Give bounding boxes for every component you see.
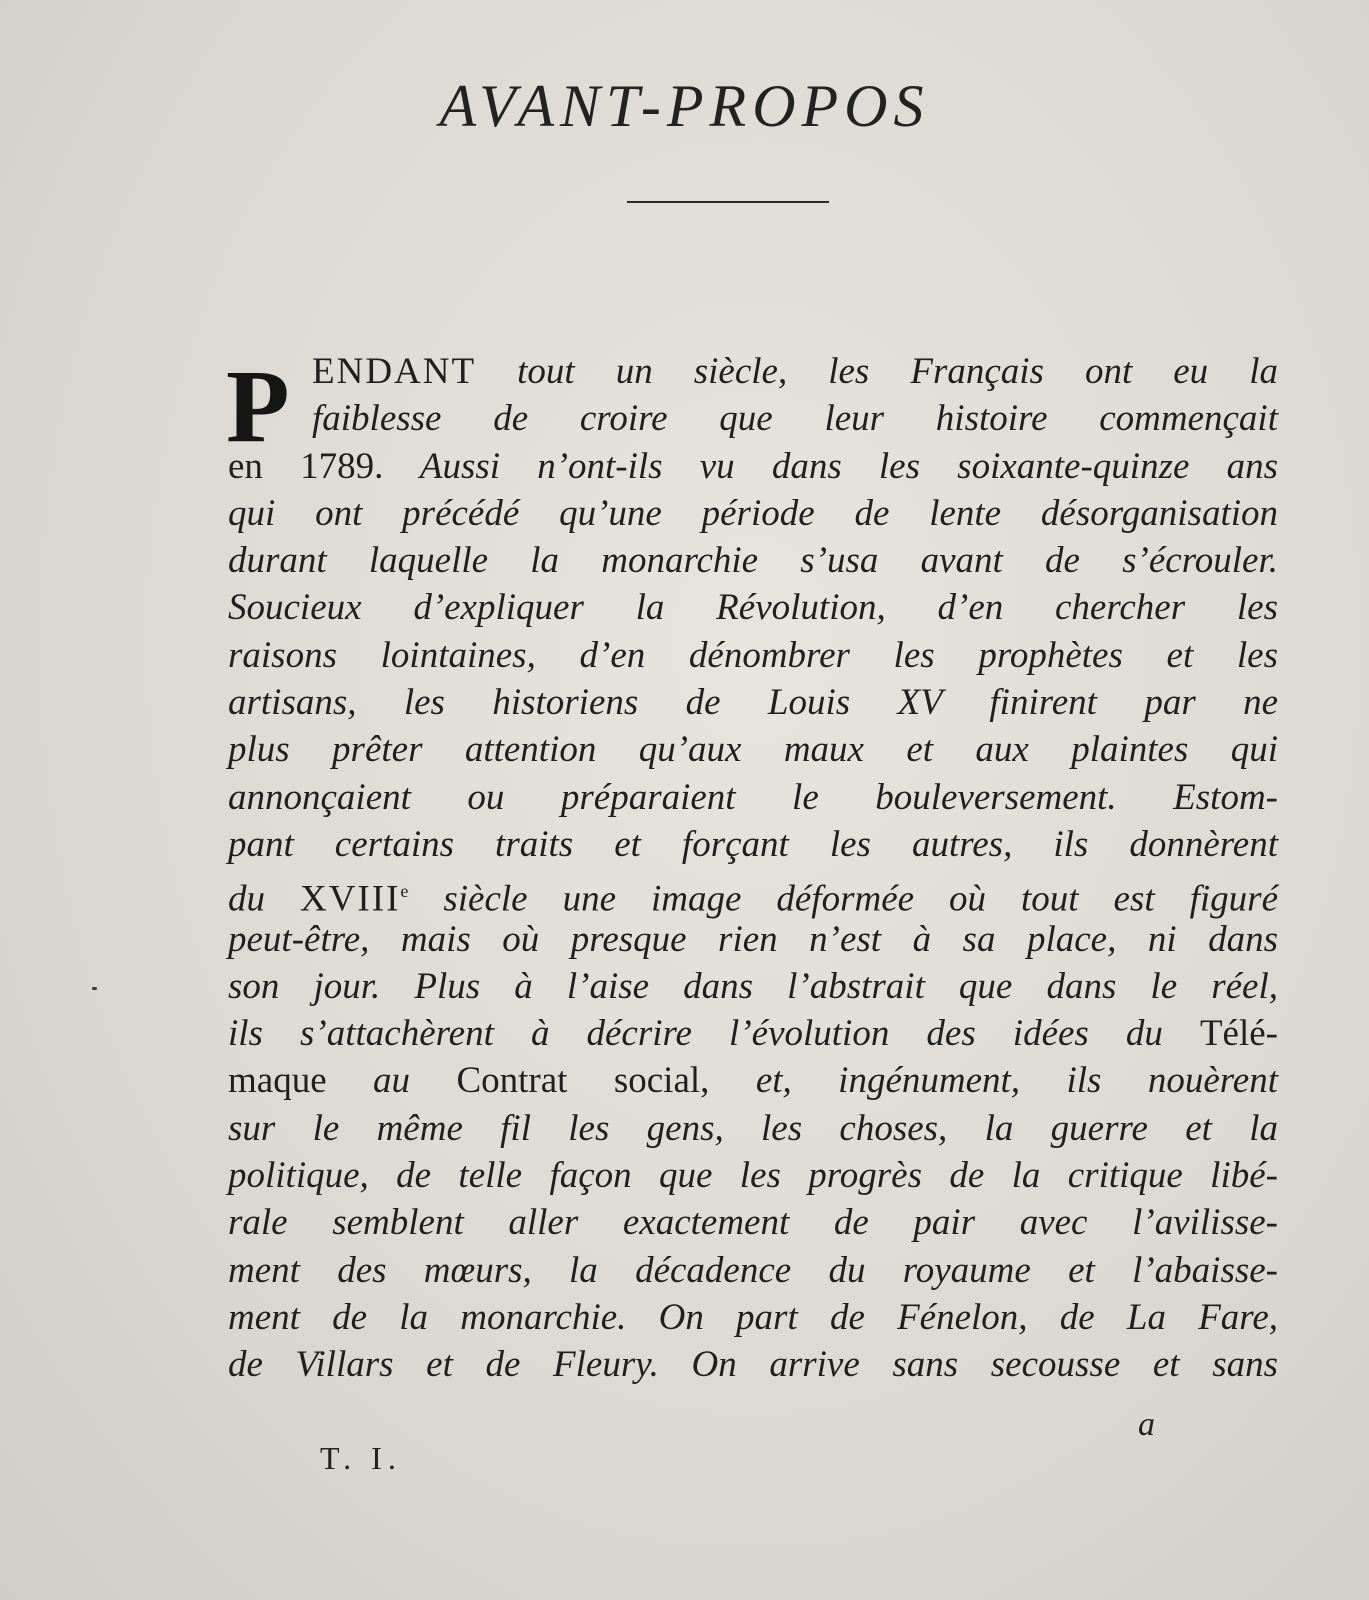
text-line: raisons lointaines, d’en dénombrer les prophètes et les: [228, 634, 1278, 676]
body-paragraph: [228, 348, 1278, 1389]
text-line: ment des mœurs, la décadence du royaume et l’abaisse-: [228, 1249, 1278, 1291]
text-line: ils s’attachèrent à décrire l’évolution des idées du Télé-: [228, 1013, 1278, 1055]
margin-speck: [92, 987, 97, 990]
drop-cap: P: [226, 349, 290, 464]
page-title: AVANT-PROPOS: [439, 73, 930, 139]
text-line: pant certains traits et forçant les autres, ils donnèrent: [228, 823, 1278, 865]
text-line: maque au Contrat social, et, ingénument, ils nouèrent: [228, 1060, 1278, 1102]
text-line: ment de la monarchie. On part de Fénelon, de La Fare,: [228, 1296, 1278, 1338]
text-line: sur le même fil les gens, les choses, la guerre et la: [228, 1107, 1278, 1149]
text-line: annonçaient ou préparaient le bouleversement. Estom-: [228, 776, 1278, 818]
text-line: peut-être, mais où presque rien n’est à sa place, ni dans: [228, 918, 1278, 960]
text-line: politique, de telle façon que les progrès de la critique libé-: [228, 1155, 1278, 1197]
text-line: Soucieux d’expliquer la Révolution, d’en chercher les: [228, 587, 1278, 629]
signature-mark: a: [1138, 1406, 1155, 1443]
text-line: en 1789. Aussi n’ont-ils vu dans les soixante-quinze ans: [228, 445, 1278, 487]
volume-mark: T. I.: [320, 1440, 402, 1476]
text-line: ENDANT tout un siècle, les Français ont eu la: [312, 351, 1278, 392]
text-line: faiblesse de croire que leur histoire commençait: [312, 398, 1278, 440]
text-line: de Villars et de Fleury. On arrive sans secousse et sans: [228, 1344, 1278, 1386]
text-line: durant laquelle la monarchie s’usa avant de s’écrouler.: [228, 540, 1278, 582]
title-rule: [627, 201, 829, 203]
text-line: plus prêter attention qu’aux maux et aux plaintes qui: [228, 729, 1278, 771]
text-line: artisans, les historiens de Louis XV finirent par ne: [228, 682, 1278, 724]
text-line: du XVIIIe siècle une image déformée où tout est figuré: [228, 878, 1279, 920]
text-line: son jour. Plus à l’aise dans l’abstrait que dans le réel,: [228, 965, 1278, 1007]
text-line: rale semblent aller exactement de pair avec l’avilisse-: [228, 1202, 1278, 1244]
text-line: qui ont précédé qu’une période de lente désorganisation: [228, 492, 1278, 534]
